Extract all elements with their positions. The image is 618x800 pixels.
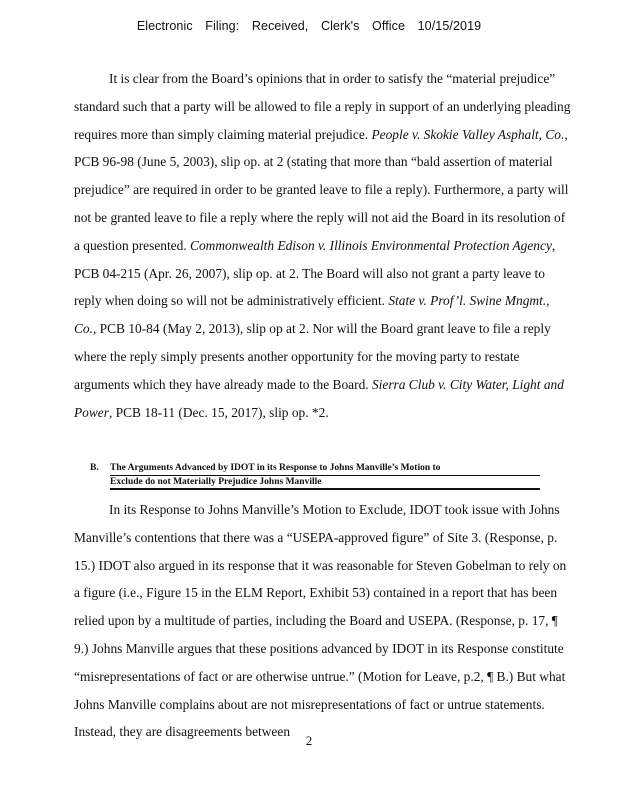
paragraph-idot-response: In its Response to Johns Manville’s Motion to Exclude, IDOT took issue with Johns Manville’s contentions that there was a “USEPA-approved figure” of Site 3. (Response, p. 15.) IDOT also argued in its response that it was reasonable for Steven Gobelman to rely on a figure (i.e., Figure 15 in the ELM Report, Exhibit 53) contained in a report that has been relied upon by a multitude of parties, including the Board and USEPA. (Response, p. 17, ¶ 9.) Johns Manville argues that these positions advanced by IDOT in its Response constitute “misrepresentations of fact or are otherwise untrue.” (Motion for Leave, p.2, ¶ B.) But what Johns Manville complains about are not misrepresentations of fact or untrue statements. Instead, they are disagreements between <box>74 502 567 740</box>
section-title <box>110 462 540 490</box>
paragraph-text: , PCB 96-98 (June 5, 2003), slip op. at 2 (stating that more than “bald assertion of material prejudice” are required in order to be granted leave to file a reply). Furthermore, a party will not be granted leave to file a reply where the reply will not aid the Board in its resolution of a question presented. <box>74 126 569 253</box>
paragraph-text: It is clear from the Board’s opinions that in order to satisfy the “material prejudice” standard such that a party will be allowed to file a reply in support of an underlying pleading requires more than simply claiming material prejudice. <box>74 71 571 142</box>
paragraph-material-prejudice-standard <box>74 65 574 426</box>
page-number: 2 <box>305 733 313 748</box>
electronic-filing-stamp: Electronic Filing: Received, Clerk's Office 10/15/2019 <box>136 19 482 33</box>
case-citation: State v. Prof’l. Swine Mngmt., Co. <box>74 293 550 337</box>
case-citation: Commonwealth Edison v. Illinois Environmental Protection Agency <box>190 237 552 253</box>
case-citation: People v. Skokie Valley Asphalt, Co. <box>371 126 565 142</box>
section-title-line-2: Exclude do not Materially Prejudice Johns Manville <box>110 476 540 490</box>
section-heading-b <box>90 462 540 490</box>
paragraph-text: , PCB 10-84 (May 2, 2013), slip op at 2. Nor will the Board grant leave to file a reply where the reply simply presents another opportunity for the moving party to restate arguments which they have already made to the Board. <box>74 321 551 392</box>
case-citation: Sierra Club v. City Water, Light and Power <box>74 376 564 420</box>
paragraph-text: , PCB 18-11 (Dec. 15, 2017), slip op. *2. <box>108 404 329 420</box>
paragraph-text: , PCB 04-215 (Apr. 26, 2007), slip op. at 2. The Board will also not grant a party leave to reply when doing so will not be administratively efficient. <box>74 237 556 309</box>
section-title-line-1: The Arguments Advanced by IDOT in its Response to Johns Manville’s Motion to <box>110 462 540 476</box>
section-letter: B. <box>90 463 99 473</box>
